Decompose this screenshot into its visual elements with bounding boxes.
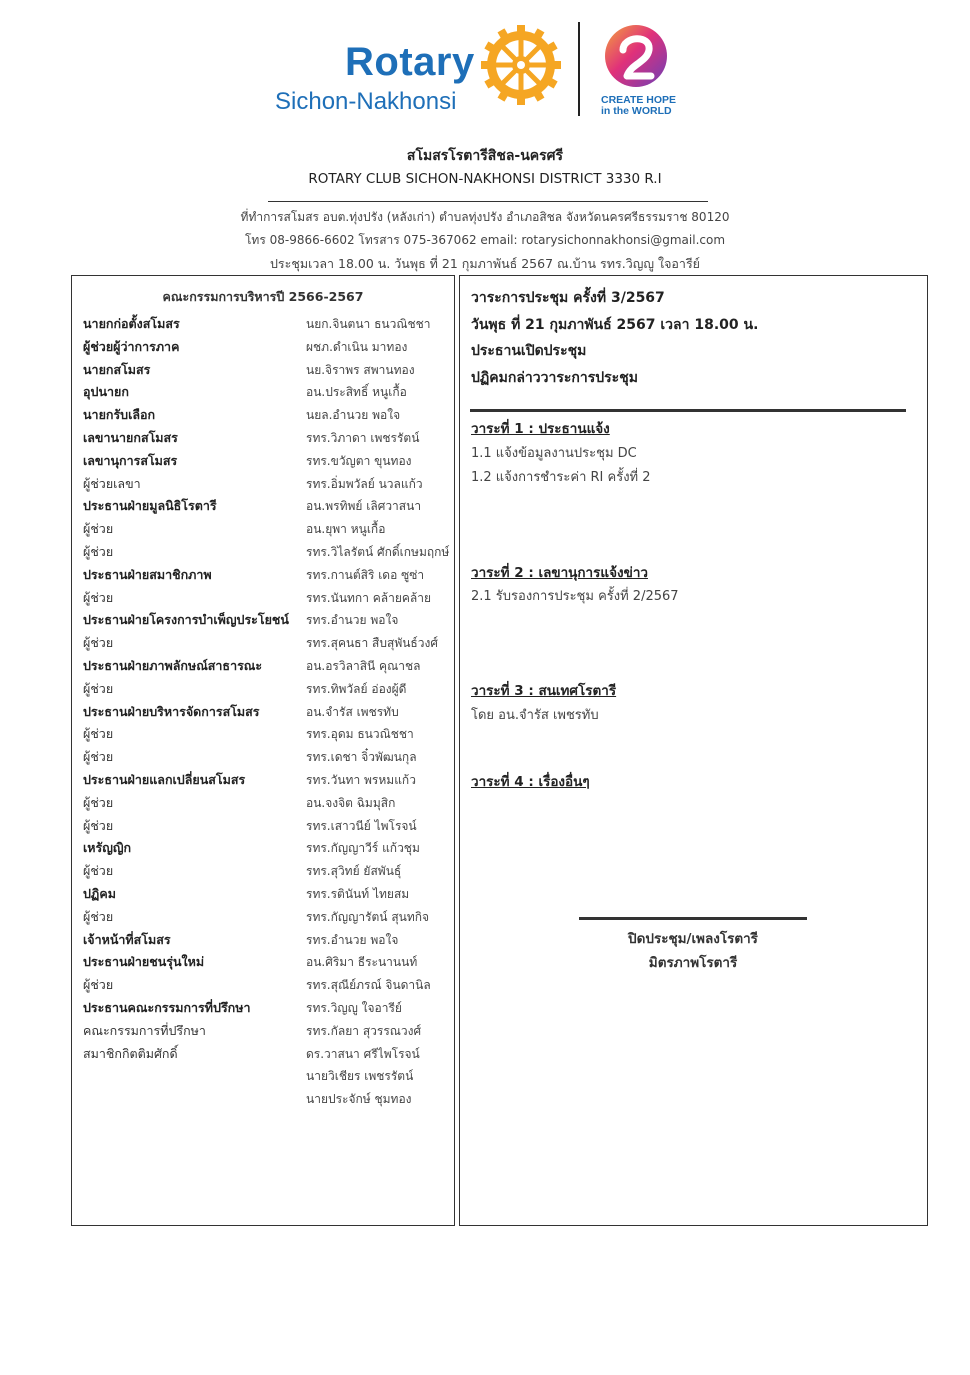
committee-member-name: นย.จิราพร สพานทอง xyxy=(306,362,415,377)
committee-title: คณะกรรมการบริหารปี 2566-2567 xyxy=(162,289,364,304)
committee-member-name: รทร.วันทา พรหมแก้ว xyxy=(306,773,416,787)
committee-row xyxy=(83,997,451,1019)
agenda-divider xyxy=(470,409,906,412)
committee-row xyxy=(83,609,451,631)
agenda-item-4-title: วาระที่ 4 : เรื่องอื่นๆ xyxy=(471,774,590,790)
committee-role: ผู้ช่วย xyxy=(83,726,114,742)
committee-member-name: รทร.สุณีย์ภรณ์ จินดานิล xyxy=(306,978,431,993)
agenda-item-3-line-1: โดย อน.จำรัส เพชรทับ xyxy=(471,708,599,723)
committee-row xyxy=(83,723,451,745)
committee-member-name: รทร.กัญญารัตน์ สุนทกิจ xyxy=(306,909,430,924)
committee-row xyxy=(83,336,451,358)
committee-role: ประธานฝ่ายภาพลักษณ์สาธารณะ xyxy=(83,658,263,673)
committee-member-name: อน.จำรัส เพชรทับ xyxy=(306,704,399,719)
agenda-open: ประธานเปิดประชุม xyxy=(471,343,587,359)
committee-member-name: รทร.วิญญู ใจอารีย์ xyxy=(306,1001,402,1015)
committee-role: ผู้ช่วย xyxy=(83,680,114,696)
committee-role: อุปนายก xyxy=(83,384,129,400)
committee-row xyxy=(83,1043,451,1065)
committee-member-name: รทร.กัลยา สุวรรณวงศ์ xyxy=(306,1023,422,1038)
committee-role: นายกสโมสร xyxy=(83,361,151,377)
committee-row xyxy=(83,632,451,654)
committee-member-name: อน.จงจิต ฉิมมุสิก xyxy=(306,795,396,810)
create-hope-slogan xyxy=(601,95,676,117)
committee-row xyxy=(83,587,451,609)
committee-row xyxy=(83,541,451,563)
committee-row xyxy=(83,769,451,791)
committee-role: ประธานฝ่ายชนรุ่นใหม่ xyxy=(83,954,205,970)
committee-role: ประธานฝ่ายแลกเปลี่ยนสโมสร xyxy=(83,772,246,787)
slogan-line-1: CREATE HOPE xyxy=(601,94,677,106)
club-title-thai: สโมสรโรตารีสิชล-นครศรี xyxy=(406,148,564,164)
agenda-item-2-title: วาระที่ 2 : เลขานุการแจ้งข่าว xyxy=(471,565,648,581)
agenda-date: วันพุธ ที่ 21 กุมภาพันธ์ 2567 เวลา 18.00 น. xyxy=(471,317,759,333)
committee-role: นายกรับเลือก xyxy=(83,407,156,423)
committee-role: ประธานคณะกรรมการที่ปรึกษา xyxy=(83,1000,251,1015)
committee-row xyxy=(83,701,451,723)
committee-member-name: อน.ศิริมา ธีระนานนท์ xyxy=(306,955,418,970)
committee-member-name: รทร.อำนวย พอใจ xyxy=(306,613,399,628)
committee-row xyxy=(83,359,451,381)
committee-member-name: รทร.ขวัญตา ขุนทอง xyxy=(306,453,412,468)
committee-role: ผู้ช่วย xyxy=(83,521,114,537)
committee-row xyxy=(83,929,451,951)
committee-role: ผู้ช่วย xyxy=(83,544,114,559)
committee-member-name: รทร.กานต์สิริ เดอ ซูซ่า xyxy=(306,567,425,582)
committee-role: ผู้ช่วย xyxy=(83,749,114,765)
committee-role: ประธานฝ่ายบริหารจัดการสโมสร xyxy=(83,703,260,719)
committee-member-name: นยล.อำนวย พอใจ xyxy=(306,408,401,423)
agenda-item-1-line-2: 1.2 แจ้งการชำระค่า RI ครั้งที่ 2 xyxy=(471,470,651,485)
committee-row xyxy=(83,427,451,449)
committee-row xyxy=(83,860,451,882)
committee-role: ผู้ช่วย xyxy=(83,589,114,605)
committee-role: ประธานฝ่ายมูลนิธิโรตารี xyxy=(83,498,217,514)
meeting-info: ประชุมเวลา 18.00 น. วันพุธ ที่ 21 กุมภาพันธ์ 2567 ณ.บ้าน รทร.วิญญู ใจอารีย์ xyxy=(270,256,700,271)
closing-line-1: ปิดประชุม/เพลงโรตารี xyxy=(628,931,758,947)
committee-role: เจ้าหน้าที่สโมสร xyxy=(83,931,171,947)
committee-row xyxy=(83,906,451,928)
slogan-line-2: in the WORLD xyxy=(601,105,672,117)
agenda-item-3-title: วาระที่ 3 : สนเทศโรตารี xyxy=(471,683,617,699)
committee-row xyxy=(83,518,451,540)
committee-row xyxy=(83,678,451,700)
committee-member-name: ผชภ.ดำเนิน มาทอง xyxy=(306,339,408,354)
committee-role: คณะกรรมการที่ปรึกษา xyxy=(83,1022,206,1038)
committee-role: เลขานุการสโมสร xyxy=(83,452,178,468)
committee-role: ประธานฝ่ายโครงการบำเพ็ญประโยชน์ xyxy=(83,612,289,628)
committee-member-name: รทร.รตินันท์ ไทยสม xyxy=(306,887,410,901)
committee-role: สมาชิกกิตติมศักดิ์ xyxy=(83,1045,178,1061)
committee-member-name: อน.ประสิทธิ์ หนูเกื้อ xyxy=(306,385,407,400)
committee-row xyxy=(83,495,451,517)
rotary-logo-word: Rotary xyxy=(345,40,475,84)
committee-row xyxy=(83,746,451,768)
committee-row xyxy=(83,951,451,973)
agenda-item-1-line-1: 1.1 แจ้งข้อมูลงานประชุม DC xyxy=(471,446,637,461)
agenda-meeting-number: วาระการประชุม ครั้งที่ 3/2567 xyxy=(471,290,665,306)
committee-member-name: รทร.สุวิทย์ ยัสพันธุ์ xyxy=(306,864,402,879)
committee-role: ประธานฝ่ายสมาชิกภาพ xyxy=(83,566,212,582)
closing-divider xyxy=(579,917,807,920)
committee-row xyxy=(83,837,451,859)
club-contact: โทร 08-9866-6602 โทรสาร 075-367062 email: rotarysichonnakhonsi@gmail.com xyxy=(244,233,726,247)
committee-role: ผู้ช่วย xyxy=(83,794,114,810)
logo-divider xyxy=(578,22,580,116)
header-divider xyxy=(268,201,708,202)
committee-role: ผู้ช่วย xyxy=(83,863,114,879)
create-hope-logo-icon xyxy=(603,20,669,90)
committee-row xyxy=(83,655,451,677)
closing-line-2: มิตรภาพโรตารี xyxy=(648,955,738,971)
committee-role: ผู้ช่วย xyxy=(83,908,114,924)
committee-member-name: อน.พรทิพย์ เลิศวาสนา xyxy=(306,499,422,514)
committee-member-name: รทร.เสาวนีย์ ไพโรจน์ xyxy=(306,818,417,833)
committee-role: เลขานายกสโมสร xyxy=(83,430,178,445)
committee-member-name: รทร.วิภาดา เพชรรัตน์ xyxy=(306,431,420,445)
committee-row xyxy=(83,974,451,996)
committee-role: ผู้ช่วยผู้ว่าการภาค xyxy=(83,338,180,354)
committee-member-name: อน.อรวิลาสินี คุณาชล xyxy=(306,659,421,673)
committee-row xyxy=(83,1088,451,1110)
committee-member-name: อน.ยุพา หนูเกื้อ xyxy=(306,522,386,537)
rotary-wheel-icon xyxy=(480,24,562,106)
committee-member-name: นายวิเชียร เพชรรัตน์ xyxy=(306,1069,414,1084)
committee-row xyxy=(83,404,451,426)
committee-member-name: รทร.ทิพวัลย์ อ่องผู้ดี xyxy=(306,681,407,696)
committee-row xyxy=(83,1020,451,1042)
committee-role: ผู้ช่วย xyxy=(83,635,114,651)
committee-member-name: รทร.อิ่มพวัลย์ นวลแก้ว xyxy=(306,476,423,491)
committee-member-name: รทร.อุดม ธนวณิชชา xyxy=(306,727,414,742)
committee-row xyxy=(83,883,451,905)
committee-row xyxy=(83,815,451,837)
committee-row xyxy=(83,450,451,472)
committee-member-name: รทร.กัญญาวีร์ แก้วชุม xyxy=(306,841,420,856)
committee-member-name: รทร.อำนวย พอใจ xyxy=(306,932,399,947)
committee-row xyxy=(83,564,451,586)
agenda-item-2-line-1: 2.1 รับรองการประชุม ครั้งที่ 2/2567 xyxy=(471,589,679,604)
committee-row xyxy=(83,313,451,335)
committee-member-name: รทร.สุคนธา สืบสุพันธ์วงศ์ xyxy=(306,636,438,651)
committee-row xyxy=(83,473,451,495)
club-title-english: ROTARY CLUB SICHON-NAKHONSI DISTRICT 3330 R.I xyxy=(308,171,662,187)
committee-member-name: รทร.นันทกา คล้ายคล้าย xyxy=(306,590,432,605)
committee-row xyxy=(83,792,451,814)
committee-role: ผู้ช่วย xyxy=(83,817,114,833)
committee-member-name: รทร.วิไลรัตน์ ศักดิ์เกษมฤกษ์ xyxy=(306,545,450,559)
committee-member-name: นยก.จินตนา ธนวณิชชา xyxy=(306,317,431,331)
committee-role: ผู้ช่วย xyxy=(83,977,114,993)
committee-role: ผู้ช่วยเลขา xyxy=(83,475,141,491)
club-address: ที่ทำการสโมสร อบต.ทุ่งปรัง (หลังเก่า) ตำบลทุ่งปรัง อำเภอสิชล จังหวัดนครศรีธรรมราช 80120 xyxy=(240,210,730,224)
committee-member-name: ดร.วาสนา ศรีไพโรจน์ xyxy=(306,1046,420,1061)
committee-member-name: นายประจักษ์ ชุมทอง xyxy=(306,1092,412,1107)
committee-role: นายกก่อตั้งสโมสร xyxy=(83,316,180,331)
committee-member-name: รทร.เดชา จิ๋วพัฒนกุล xyxy=(306,750,417,765)
committee-role: ปฏิคม xyxy=(83,886,116,901)
committee-row xyxy=(83,381,451,403)
committee-role: เหรัญญิก xyxy=(83,840,132,856)
agenda-greeting: ปฏิคมกล่าววาระการประชุม xyxy=(471,370,638,386)
agenda-item-1-title: วาระที่ 1 : ประธานแจ้ง xyxy=(471,421,610,437)
committee-row xyxy=(83,1065,451,1087)
club-name-logo: Sichon-Nakhonsi xyxy=(275,88,457,115)
